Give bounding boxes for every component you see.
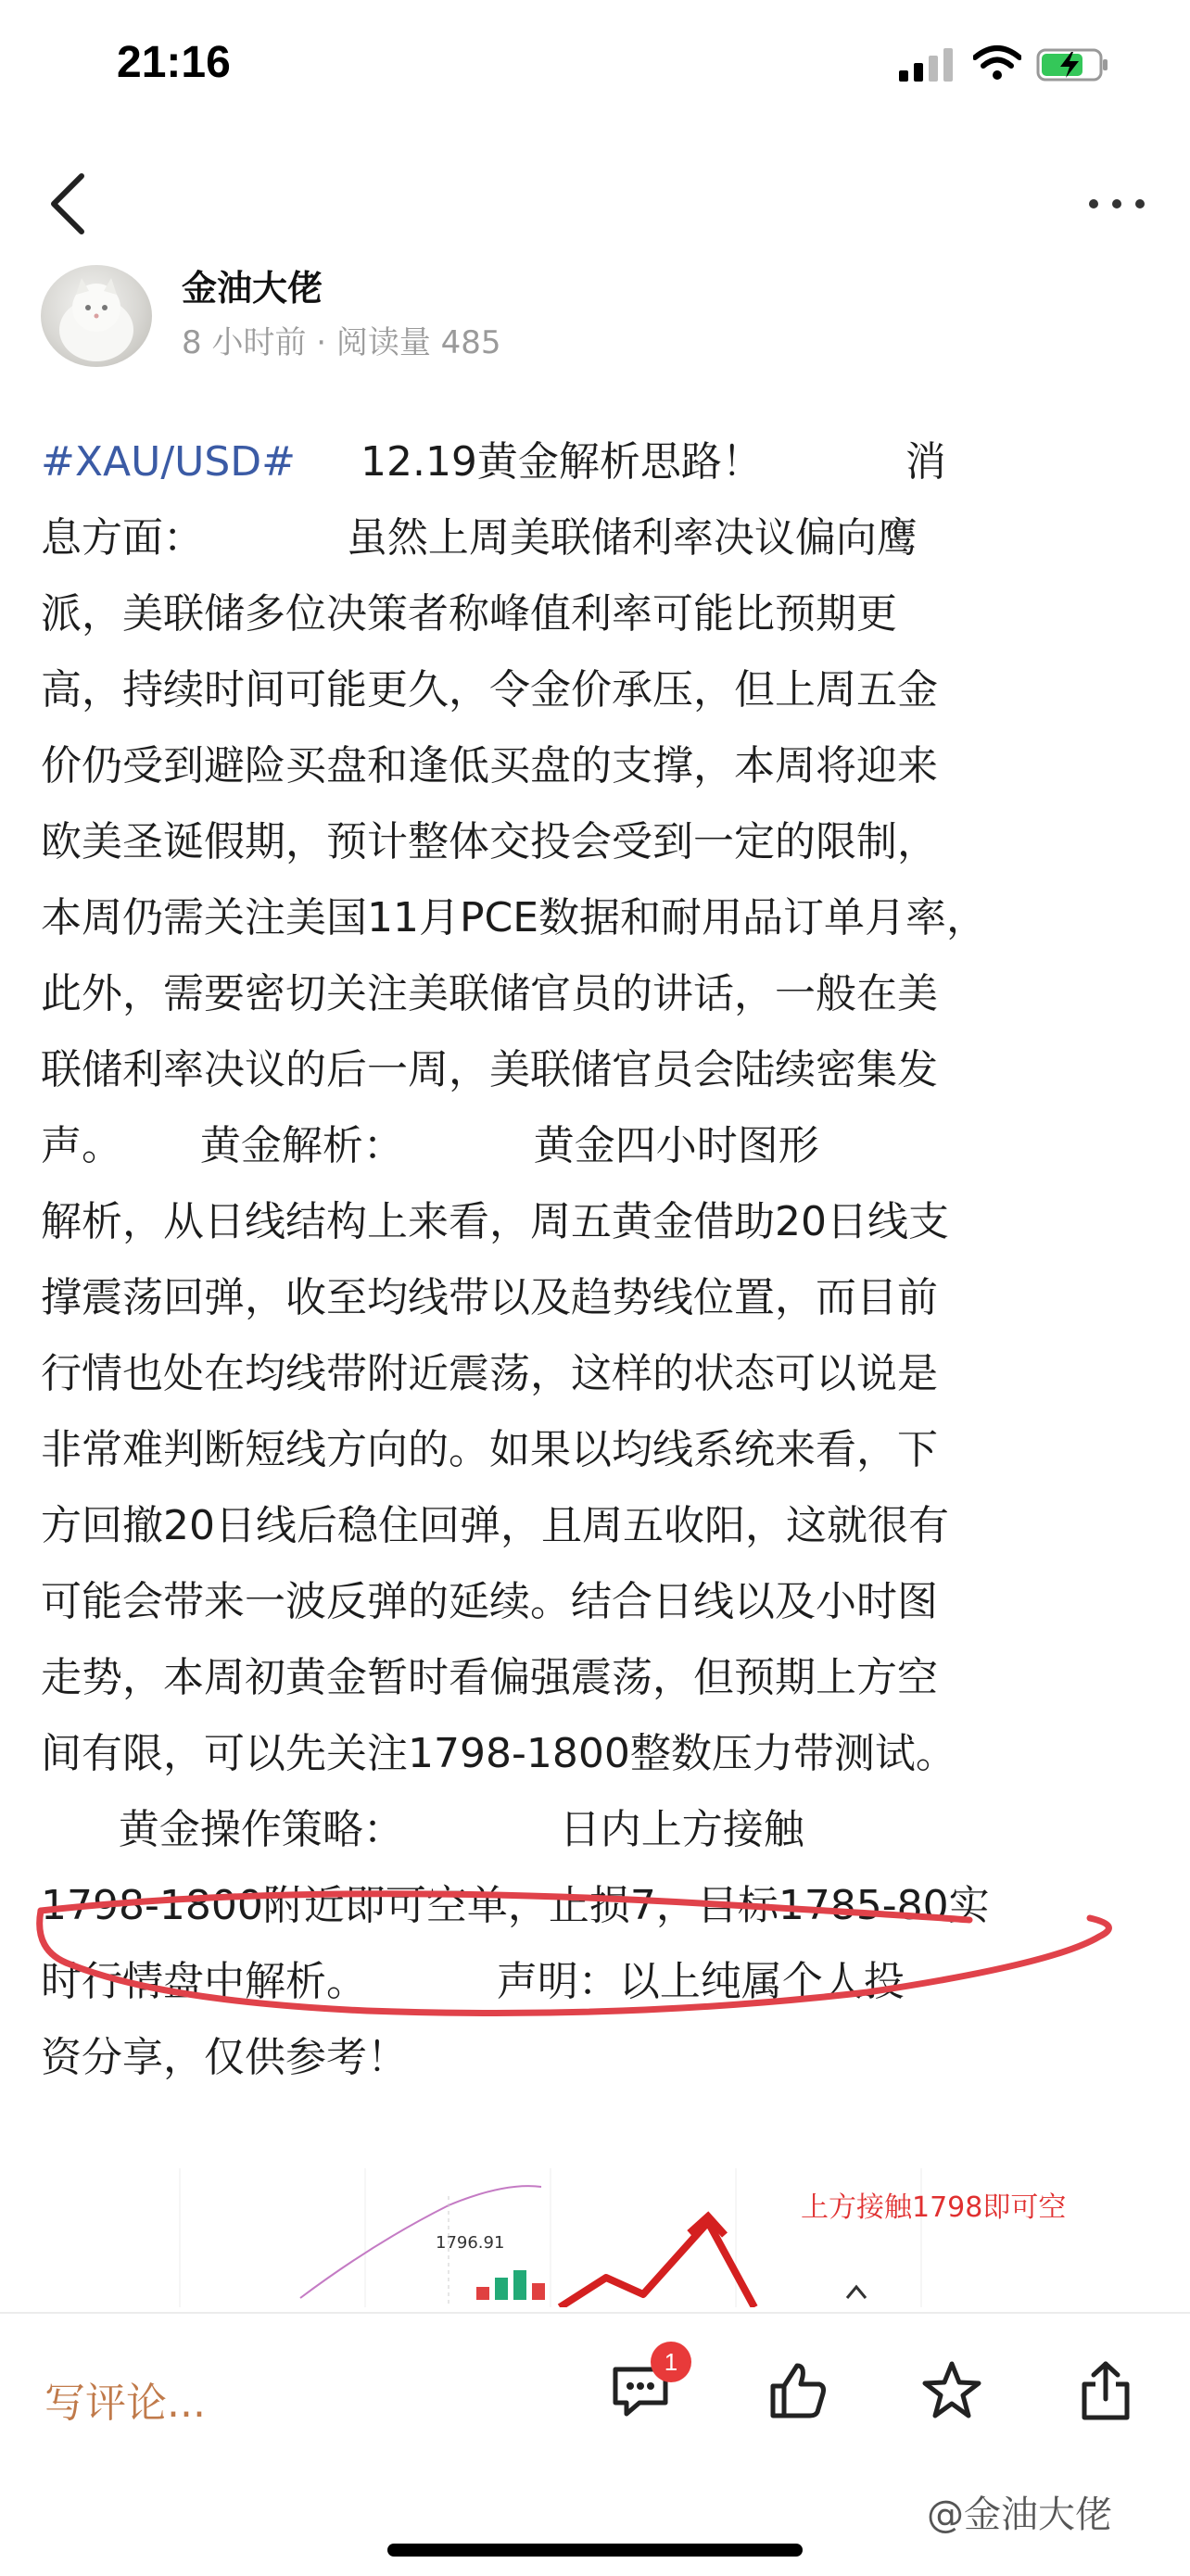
post-line: 价仍受到避险买盘和逢低买盘的支撑，本周将迎来 — [41, 742, 938, 789]
bottom-action-bar — [0, 2312, 1190, 2576]
watermark: @金油大佬 — [927, 2494, 1112, 2536]
cat-avatar-icon — [41, 265, 152, 367]
chart-thumbnail — [41, 2168, 1149, 2307]
top-navigation — [0, 148, 1190, 259]
post-line: 行情也处在均线带附近震荡，这样的状态可以说是 — [41, 1350, 938, 1397]
post-line: 资分享，仅供参考！ — [41, 2034, 408, 2081]
avatar[interactable] — [41, 265, 152, 367]
post-line: 声。 黄金解析： 黄金四小时图形 — [41, 1122, 819, 1169]
post-line: 撑震荡回弹，收至均线带以及趋势线位置，而目前 — [41, 1274, 938, 1321]
chart-annotation: 上方接触1798即可空 — [801, 2191, 1067, 2224]
status-time: 21:16 — [117, 38, 231, 87]
post-line: 时行情盘中解析。 声明：以上纯属个人投 — [41, 1958, 905, 2005]
author-name[interactable]: 金油大佬 — [182, 268, 323, 309]
post-line: 黄金操作策略： 日内上方接触 — [41, 1806, 804, 1853]
post-line: 此外，需要密切关注美联储官员的讲话，一般在美 — [41, 970, 938, 1017]
post-line: 1798-1800附近即可空单，止损7，目标1785-80实 — [41, 1882, 990, 1929]
post-line: 欧美圣诞假期，预计整体交投会受到一定的限制， — [41, 818, 938, 865]
wifi-icon — [973, 44, 1021, 82]
author-header — [0, 259, 1190, 380]
post-line: 方回撤20日线后稳住回弹，且周五收阳，这就很有 — [41, 1502, 949, 1549]
battery-charging-icon — [1036, 48, 1110, 82]
post-line: #XAU/USD# 12.19黄金解析思路！ 消 — [41, 438, 946, 486]
home-indicator — [387, 2544, 803, 2557]
comment-count-badge: 1 — [651, 2342, 691, 2382]
hashtag-link[interactable]: #XAU/USD# — [41, 438, 297, 486]
post-line: 非常难判断短线方向的。如果以均线系统来看，下 — [41, 1426, 938, 1473]
post-line: 联储利率决议的后一周，美联储官员会陆续密集发 — [41, 1046, 938, 1093]
post-line: 派，美联储多位决策者称峰值利率可能比预期更 — [41, 590, 897, 638]
post-meta: 8 小时前 · 阅读量 485 — [182, 324, 501, 361]
share-icon[interactable] — [1073, 2358, 1138, 2423]
chart-image[interactable] — [41, 2168, 1149, 2307]
post-line: 可能会带来一波反弹的延续。结合日线以及小时图 — [41, 1578, 938, 1625]
post-line: 高，持续时间可能更久，令金价承压，但上周五金 — [41, 666, 938, 713]
post-line: 解析，从日线结构上来看，周五黄金借助20日线支 — [41, 1198, 949, 1245]
post-line: 息方面： 虽然上周美联储利率决议偏向鹰 — [41, 514, 918, 562]
status-bar — [0, 0, 1190, 130]
more-options-icon[interactable] — [1084, 185, 1149, 222]
comment-input[interactable]: 写评论... — [44, 2380, 206, 2427]
post-body — [41, 424, 1149, 2096]
chart-price-label: 1796.91 — [436, 2233, 505, 2253]
post-line: 本周仍需关注美国11月PCE数据和耐用品订单月率， — [41, 894, 988, 941]
back-chevron-icon[interactable] — [37, 169, 102, 239]
post-line: 走势，本周初黄金暂时看偏强震荡，但预期上方空 — [41, 1654, 938, 1701]
cellular-signal-icon — [899, 48, 955, 82]
like-thumbs-up-icon[interactable] — [766, 2358, 830, 2423]
post-line: 间有限，可以先关注1798-1800整数压力带测试。 — [41, 1730, 956, 1777]
favorite-star-icon[interactable] — [919, 2358, 984, 2423]
